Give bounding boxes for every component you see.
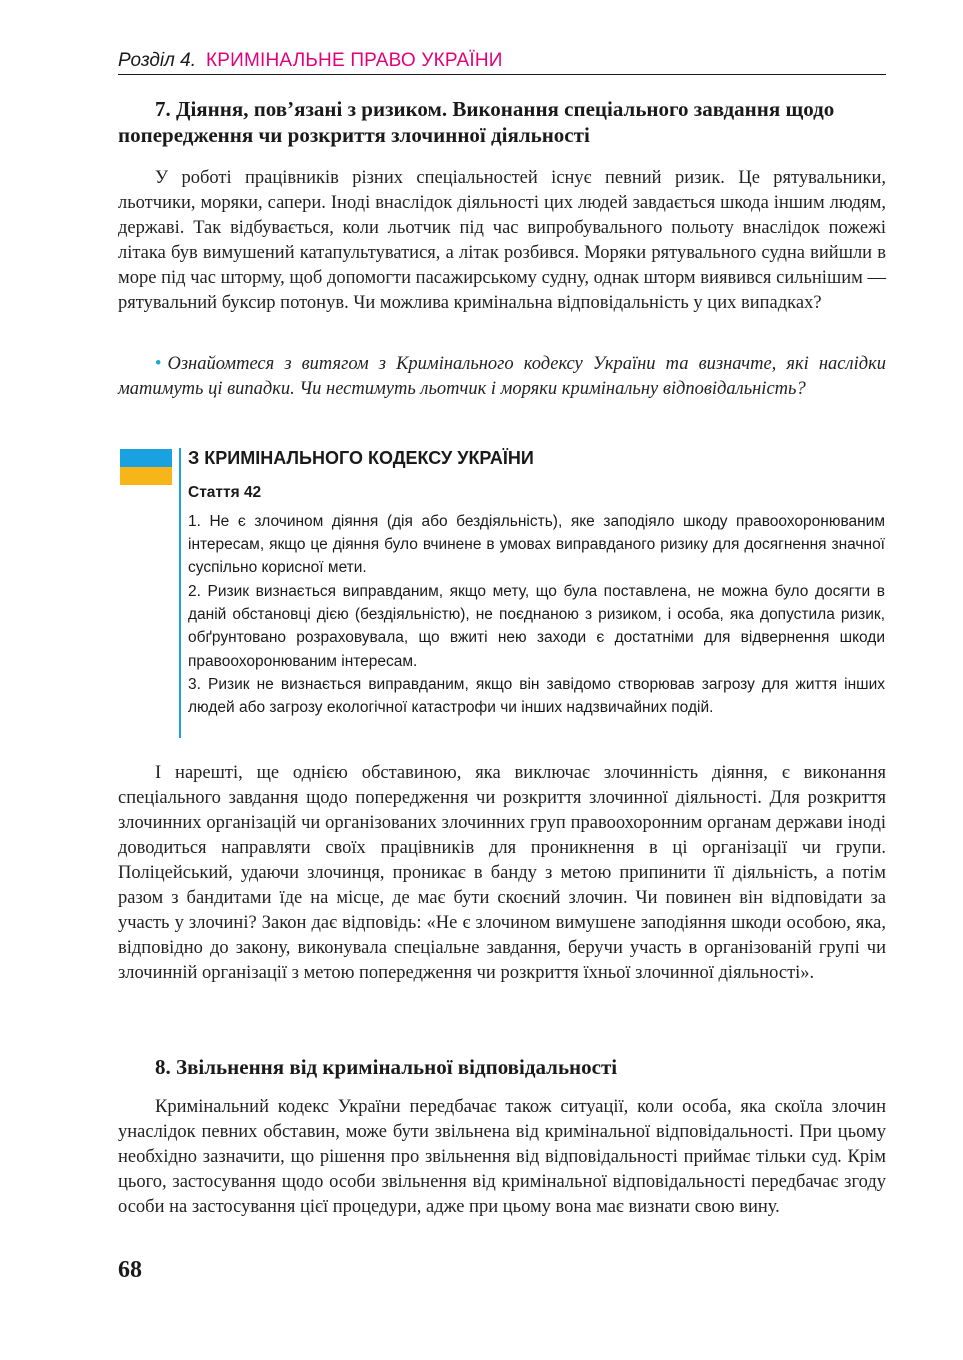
section-label: Розділ 4.	[118, 50, 196, 71]
bullet-icon: •	[155, 354, 162, 374]
section-7-heading: 7. Діяння, пов’язані з ризиком. Виконання спеціального завдання щодо попередження чи розкриття злочинної діяльності	[118, 97, 835, 147]
paragraph-special-task: І нарешті, ще однією обставиною, яка виключає злочинність діяння, є виконання спеціального завдання щодо попередження чи розкриття злочинної діяльності. Для розкриття злочинних організацій чи організованих злочинних груп правоохоронним органам держави іноді доводиться направляти своїх працівників для проникнення в ці організації чи групи. Поліцейський, удаючи злочинця, проникає в банду з метою припинити її діяльність, а потім разом з бандитами їде на місце, де має бути скоєний злочин. Чи повинен він відповідати за участь у злочині? Закон дає відповідь: «Не є злочином вимушене заподіяння шкоди особою, яка, відповідно до закону, виконувала спеціальне завдання, беручи участь в організованій групі чи злочинній організації з метою попередження чи розкриття їхньої злочинної діяльності».	[118, 763, 886, 983]
section-8-heading: 8. Звільнення від кримінальної відповідальності	[155, 1055, 618, 1079]
law-item: 1. Не є злочином діяння (дія або бездіяльність), яке заподіяло шкоду правоохоронюваним інтересам, якщо це діяння було вчинене в умовах виправданого ризику для досягнення значної суспільно корисної мети.	[188, 513, 885, 577]
section-8-paragraph: Кримінальний кодекс України передбачає також ситуації, коли особа, яка скоїла злочин унаслідок певних обставин, може бути звільнена від кримінальної відповідальності. При цьому необхідно зазначити, що рішення про звільнення від відповідальності приймає тільки суд. Крім цього, застосування щодо особи звільнення від кримінальної відповідальності передбачає згоду особи на застосування цієї процедури, адже при цьому вона має визнати свою вину.	[118, 1097, 886, 1217]
codebox-side-rule	[179, 448, 181, 738]
codebox-title: З КРИМІНАЛЬНОГО КОДЕКСУ УКРАЇНИ	[188, 448, 534, 468]
law-item: 2. Ризик визнається виправданим, якщо мету, що була поставлена, не можна було досягти в даній обстановці дією (бездіяльністю), не поєднаною з ризиком, і особа, яка допустила ризик, обґрунтовано розраховувала, що вжиті нею заходи є достатніми для відвернення шкоди правоохоронюваним інтересам.	[188, 583, 885, 670]
header-rule	[118, 74, 886, 75]
task-text: Ознайомтеся з витягом з Кримінального кодексу України та визначте, які наслідки матимуть ці випадки. Чи нестимуть льотчик і моряки кримінальну відповідальність?	[118, 354, 886, 399]
ukraine-flag-icon	[120, 449, 172, 485]
law-item: 3. Ризик не визнається виправданим, якщо він завідомо створював загрозу для життя інших людей або загрозу екологічної катастрофи чи інших надзвичайних подій.	[188, 676, 885, 717]
task-paragraph	[118, 352, 886, 402]
article-number: Стаття 42	[188, 484, 262, 501]
chapter-title: КРИМІНАЛЬНЕ ПРАВО УКРАЇНИ	[206, 50, 503, 71]
section-7-paragraph: У роботі працівників різних спеціальностей існує певний ризик. Це рятувальники, льотчики, моряки, сапери. Іноді внаслідок діяльності цих людей завдається шкода іншим людям, державі. Так відбувається, коли льотчик під час випробувального польоту внаслідок пожежі літака був вимушений катапультуватися, а літак розбився. Моряки рятувального судна вийшли в море під час шторму, щоб допомогти пасажирському судну, однак шторм виявився сильнішим — рятувальний буксир потонув. Чи можлива кримінальна відповідальність у цих випадках?	[118, 168, 886, 313]
page-number: 68	[118, 1257, 142, 1283]
running-header	[118, 50, 886, 74]
